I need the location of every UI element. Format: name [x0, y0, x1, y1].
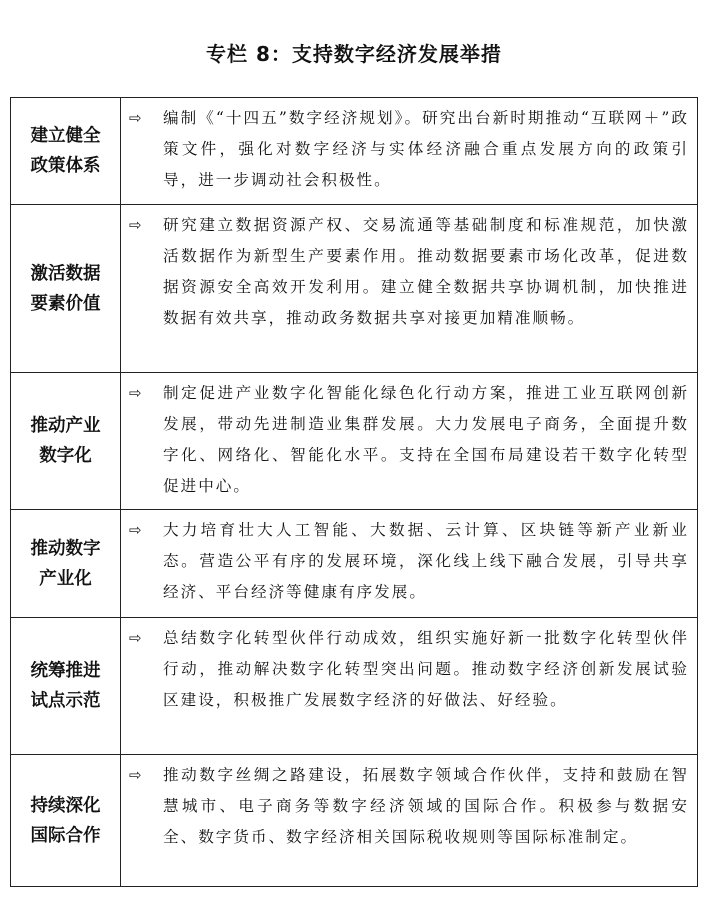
row-content: [121, 510, 698, 618]
row-label-line: 建立健全: [30, 126, 101, 146]
row-label-line: 产业化: [39, 568, 92, 589]
table-row: [11, 618, 698, 755]
table-row: [11, 98, 698, 205]
row-text: 总结数字化转型伙伴行动成效，组织实施好新一批数字化转型伙伴行动，推动解决数字化转型突出问题。推动数字经济创新发展试验区建设，积极推广发展数字经济的好做法、好经验。: [163, 629, 689, 709]
row-label-line: 激活数据: [30, 263, 101, 284]
hollow-arrow-icon: ⇨: [129, 629, 142, 647]
row-text: 制定促进产业数字化智能化绿色化行动方案，推进工业互联网创新发展，带动先进制造业集群发展。大力发展电子商务，全面提升数字化、网络化、智能化水平。支持在全国布局建设若干数字化转型促进中心。: [163, 384, 689, 495]
row-content: [121, 755, 698, 887]
row-label: [11, 510, 121, 618]
measures-table: [10, 97, 698, 887]
hollow-arrow-icon: ⇨: [129, 521, 142, 539]
row-label-line: 要素价值: [30, 293, 101, 314]
row-label: [11, 205, 121, 373]
row-label-line: 推动数字: [30, 538, 101, 559]
table-row: [11, 373, 698, 510]
row-label-line: 国际合作: [30, 825, 101, 846]
hollow-arrow-icon: ⇨: [129, 384, 142, 402]
row-label: [11, 755, 121, 887]
table-row: [11, 205, 698, 373]
hollow-arrow-icon: ⇨: [129, 766, 142, 784]
row-content: [121, 205, 698, 373]
row-text: 推动数字丝绸之路建设，拓展数字领域合作伙伴，支持和鼓励在智慧城市、电子商务等数字经济领域的国际合作。积极参与数据安全、数字货币、数字经济相关国际税收规则等国际标准制定。: [163, 766, 689, 846]
row-label: [11, 618, 121, 755]
table-row: [11, 510, 698, 618]
box-title: 专栏 8：支持数字经济发展举措: [206, 42, 502, 66]
row-label-line: 政策体系: [30, 156, 101, 176]
hollow-arrow-icon: ⇨: [129, 109, 142, 127]
row-content: [121, 373, 698, 510]
hollow-arrow-icon: ⇨: [129, 216, 142, 234]
row-text: 大力培育壮大人工智能、大数据、云计算、区块链等新产业新业态。营造公平有序的发展环境，深化线上线下融合发展，引导共享经济、平台经济等健康有序发展。: [163, 521, 689, 601]
row-text: 编制《“十四五”数字经济规划》。研究出台新时期推动“互联网＋”政策文件，强化对数字经济与实体经济融合重点发展方向的政策引导，进一步调动社会积极性。: [163, 109, 689, 189]
row-label-line: 试点示范: [30, 691, 101, 711]
row-content: [121, 618, 698, 755]
row-label-line: 推动产业: [30, 416, 101, 436]
row-label-line: 持续深化: [30, 795, 101, 816]
row-label-line: 数字化: [39, 446, 92, 466]
row-content: [121, 98, 698, 205]
table-row: [11, 755, 698, 887]
row-label: [11, 373, 121, 510]
row-text: 研究建立数据资源产权、交易流通等基础制度和标准规范，加快激活数据作为新型生产要素作用。推动数据要素市场化改革，促进数据资源安全高效开发利用。建立健全数据共享协调机制，加快推进数据有效共享，推动政务数据共享对接更加精准顺畅。: [163, 216, 689, 327]
row-label-line: 统筹推进: [30, 661, 101, 681]
row-label: [11, 98, 121, 205]
